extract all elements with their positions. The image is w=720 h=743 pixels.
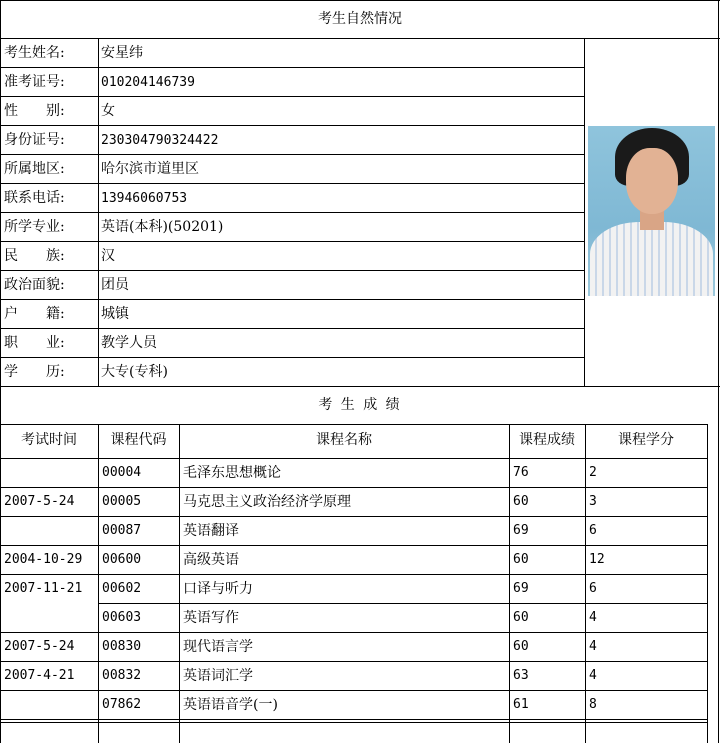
score-row-divider bbox=[0, 719, 707, 720]
info-value: 英语(本科)(50201) bbox=[101, 219, 224, 235]
score-column-divider bbox=[707, 424, 708, 743]
score-cell-name: 英语写作 bbox=[183, 610, 239, 626]
score-cell-name: 高级英语 bbox=[183, 552, 239, 568]
title-divider bbox=[0, 38, 720, 39]
score-cell-score: 60 bbox=[513, 610, 529, 625]
score-cell-code: 00087 bbox=[102, 523, 142, 538]
score-cell-score: 61 bbox=[513, 697, 529, 712]
score-date-divider bbox=[0, 661, 98, 662]
table-right-border bbox=[718, 0, 719, 743]
section2-title: 考 生 成 绩 bbox=[318, 397, 402, 413]
info-label: 民 族: bbox=[4, 248, 65, 264]
score-cell-date: 2007-4-21 bbox=[4, 668, 75, 683]
info-value: 女 bbox=[101, 103, 115, 119]
score-cell-date: 2004-10-29 bbox=[4, 552, 83, 567]
score-cell-score: 60 bbox=[513, 639, 529, 654]
score-row-divider bbox=[98, 661, 707, 662]
score-cell-credit: 6 bbox=[589, 581, 597, 596]
score-header: 课程学分 bbox=[618, 432, 674, 448]
score-row-divider bbox=[98, 574, 707, 575]
score-cell-code: 00004 bbox=[102, 465, 142, 480]
score-cell-score: 63 bbox=[513, 668, 529, 683]
info-label: 政治面貌: bbox=[4, 277, 65, 293]
info-label: 户 籍: bbox=[4, 306, 65, 322]
score-column-divider bbox=[98, 424, 99, 743]
score-header: 课程成绩 bbox=[519, 432, 575, 448]
score-cell-credit: 4 bbox=[589, 668, 597, 683]
info-label: 所属地区: bbox=[4, 161, 65, 177]
score-cell-score: 60 bbox=[513, 494, 529, 509]
info-row-divider bbox=[0, 241, 585, 242]
info-value: 哈尔滨市道里区 bbox=[101, 161, 199, 177]
score-cell-date: 2007-5-24 bbox=[4, 639, 75, 654]
info-value: 汉 bbox=[101, 248, 115, 264]
score-row-divider bbox=[98, 690, 707, 691]
info-label: 准考证号: bbox=[4, 74, 65, 90]
score-date-divider bbox=[0, 690, 98, 691]
score-cell-score: 69 bbox=[513, 523, 529, 538]
score-date-divider bbox=[0, 632, 98, 633]
info-label: 学 历: bbox=[4, 364, 65, 380]
score-cell-credit: 2 bbox=[589, 465, 597, 480]
score-cell-code: 00832 bbox=[102, 668, 142, 683]
score-cell-score: 60 bbox=[513, 552, 529, 567]
score-row-divider bbox=[98, 603, 707, 604]
score-cell-name: 英语翻译 bbox=[183, 523, 239, 539]
info-value: 010204146739 bbox=[101, 75, 195, 90]
info-row-divider bbox=[0, 299, 585, 300]
info-value: 团员 bbox=[101, 277, 129, 293]
score-cell-code: 00603 bbox=[102, 610, 142, 625]
score-cell-score: 76 bbox=[513, 465, 529, 480]
score-cell-credit: 6 bbox=[589, 523, 597, 538]
score-cell-credit: 12 bbox=[589, 552, 605, 567]
score-column-divider bbox=[179, 424, 180, 743]
info-label: 职 业: bbox=[4, 335, 65, 351]
score-cell-name: 英语词汇学 bbox=[183, 668, 253, 684]
info-value: 大专(专科) bbox=[101, 364, 168, 380]
info-value: 13946060753 bbox=[101, 191, 188, 206]
score-row-divider bbox=[98, 516, 707, 517]
score-row-divider bbox=[98, 487, 707, 488]
score-cell-name: 马克思主义政治经济学原理 bbox=[183, 494, 351, 510]
score-cell-code: 00005 bbox=[102, 494, 142, 509]
score-cell-credit: 4 bbox=[589, 610, 597, 625]
score-row-divider bbox=[98, 632, 707, 633]
info-label: 联系电话: bbox=[4, 190, 65, 206]
scores-title-divider bbox=[0, 424, 707, 425]
score-date-divider bbox=[0, 516, 98, 517]
info-value: 教学人员 bbox=[101, 335, 157, 351]
score-cell-credit: 3 bbox=[589, 494, 597, 509]
score-column-divider bbox=[585, 424, 586, 743]
info-label: 考生姓名: bbox=[4, 45, 65, 61]
score-cell-date: 2007-11-21 bbox=[4, 581, 83, 596]
portrait-photo bbox=[588, 126, 715, 296]
info-row-divider bbox=[0, 183, 585, 184]
score-header-divider bbox=[0, 458, 707, 459]
score-row-divider bbox=[0, 722, 707, 723]
info-row-divider bbox=[0, 270, 585, 271]
info-row-divider bbox=[0, 154, 585, 155]
section1-bottom-border bbox=[0, 386, 720, 387]
info-row-divider bbox=[0, 125, 585, 126]
table-top-border bbox=[0, 0, 720, 1]
info-label: 性 别: bbox=[4, 103, 65, 119]
score-cell-name: 现代语言学 bbox=[183, 639, 253, 655]
score-cell-score: 69 bbox=[513, 581, 529, 596]
info-row-divider bbox=[0, 67, 585, 68]
score-cell-code: 00602 bbox=[102, 581, 142, 596]
score-header: 课程名称 bbox=[316, 432, 372, 448]
info-row-divider bbox=[0, 357, 585, 358]
score-cell-code: 00600 bbox=[102, 552, 142, 567]
score-column-divider bbox=[509, 424, 510, 743]
score-date-divider bbox=[0, 487, 98, 488]
score-row-divider bbox=[98, 545, 707, 546]
score-cell-date: 2007-5-24 bbox=[4, 494, 75, 509]
score-header: 考试时间 bbox=[21, 432, 77, 448]
info-label: 身份证号: bbox=[4, 132, 65, 148]
section1-title: 考生自然情况 bbox=[318, 11, 402, 27]
info-label: 所学专业: bbox=[4, 219, 65, 235]
score-cell-name: 口译与听力 bbox=[183, 581, 253, 597]
score-header: 课程代码 bbox=[110, 432, 167, 448]
score-date-divider bbox=[0, 574, 98, 575]
score-cell-name: 毛泽东思想概论 bbox=[183, 465, 281, 481]
score-date-divider bbox=[0, 545, 98, 546]
score-cell-code: 00830 bbox=[102, 639, 142, 654]
score-cell-name: 英语语音学(一) bbox=[183, 697, 278, 713]
info-row-divider bbox=[0, 96, 585, 97]
info-row-divider bbox=[0, 328, 585, 329]
info-value: 230304790324422 bbox=[101, 133, 219, 148]
score-cell-credit: 4 bbox=[589, 639, 597, 654]
score-cell-credit: 8 bbox=[589, 697, 597, 712]
info-value: 城镇 bbox=[101, 306, 129, 322]
info-value: 安星纬 bbox=[101, 45, 143, 61]
info-row-divider bbox=[0, 212, 585, 213]
score-cell-code: 07862 bbox=[102, 697, 142, 712]
